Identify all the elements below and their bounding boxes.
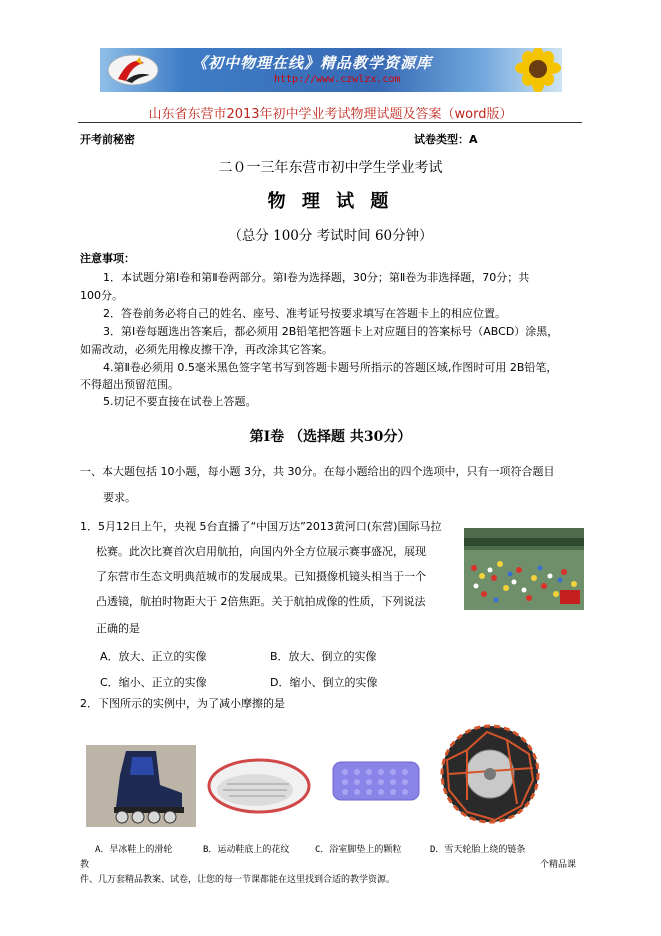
header-rule [78, 122, 582, 123]
roller-skate-image [86, 745, 196, 827]
footer-line-end: 个精品课 [540, 860, 577, 870]
q1-stem-line: 1．5月12日上午，央视 5台直播了“中国万达”2013黄河口(东营)国际马拉 [80, 520, 442, 533]
sunflower-icon [500, 48, 562, 92]
marathon-photo [464, 528, 584, 610]
q1-stem-line: 凸透镜，航拍时物距大于 2倍焦距。关于航拍成像的性质，下列说法 [96, 595, 426, 608]
note-line: 如需改动，必须先用橡皮擦干净，再改涂其它答案。 [80, 343, 333, 356]
note-line: 4.第Ⅱ卷必须用 0.5毫米黑色签字笔书写到答题卡题号所指示的答题区域,作图时可用 2B铅笔， [103, 361, 558, 374]
note-line: 100分。 [80, 289, 123, 302]
sneaker-sole-image [203, 742, 313, 830]
snow-chain-tire-image [437, 720, 543, 830]
confidential-label: 开考前秘密 [80, 133, 135, 146]
section-title: 第Ⅰ卷 （选择题 共30分） [249, 429, 412, 445]
q1-option-c: C．缩小、正立的实像 [100, 676, 207, 689]
q2-caption-a: A．旱冰鞋上的滑轮 [95, 845, 173, 855]
note-line: 2．答卷前务必将自己的姓名、座号、准考证号按要求填写在答题卡上的相应位置。 [103, 307, 506, 320]
footer-line: 件、几万套精品教案、试卷，让您的每一节课都能在这里找到合适的教学资源。 [80, 875, 396, 885]
site-banner [100, 48, 562, 92]
note-line: 3．第Ⅰ卷每题选出答案后，都必须用 2B铅笔把答题卡上对应题目的答案标号（ABCD）涂黑， [103, 325, 559, 338]
footer-line-start: 教 [80, 860, 90, 870]
part1-instruction: 一、本大题包括 10小题，每小题 3分，共 30分。在每小题给出的四个选项中，只有一项符合题目 [80, 465, 555, 478]
site-logo-icon [106, 51, 160, 89]
score-time-line: （总分 100分 考试时间 60分钟） [228, 228, 433, 244]
q1-option-b: B．放大、倒立的实像 [270, 650, 377, 663]
note-line: 不得超出预留范围。 [80, 378, 179, 391]
q1-option-a: A．放大、正立的实像 [100, 650, 207, 663]
q2-caption-b: B．运动鞋底上的花纹 [203, 845, 290, 855]
q1-stem-line: 松赛。此次比赛首次启用航拍，向国内外全方位展示赛事盛况，展现 [96, 545, 426, 558]
q2-stem: 2．下图所示的实例中，为了减小摩擦的是 [80, 697, 285, 710]
q2-caption-d: D．雪天轮胎上绕的链条 [430, 845, 526, 855]
note-line: 1．本试题分第Ⅰ卷和第Ⅱ卷两部分。第Ⅰ卷为选择题，30分；第Ⅱ卷为非选择题，70分；共 [103, 271, 530, 284]
exam-title: 二０一三年东营市初中学生学业考试 [218, 160, 443, 176]
part1-instruction: 要求。 [103, 491, 136, 504]
q1-stem-line: 正确的是 [96, 622, 140, 635]
q2-caption-c: C．浴室脚垫上的颗粒 [315, 845, 402, 855]
subject-title: 物 理 试 题 [267, 191, 394, 212]
banner-url: http://www.czwlzx.com [274, 74, 401, 85]
bath-mat-image [323, 742, 427, 818]
note-line: 5.切记不要直接在试卷上答题。 [103, 395, 257, 408]
q1-option-d: D．缩小、倒立的实像 [270, 676, 378, 689]
notes-heading: 注意事项： [80, 252, 135, 265]
q1-stem-line: 了东营市生态文明典范城市的发展成果。已知摄像机镜头相当于一个 [96, 570, 426, 583]
document-header-title: 山东省东营市2013年初中学业考试物理试题及答案（word版） [148, 107, 513, 122]
exam-type-label: 试卷类型：A [414, 133, 478, 146]
banner-title: 《初中物理在线》精品教学资源库 [192, 54, 433, 72]
